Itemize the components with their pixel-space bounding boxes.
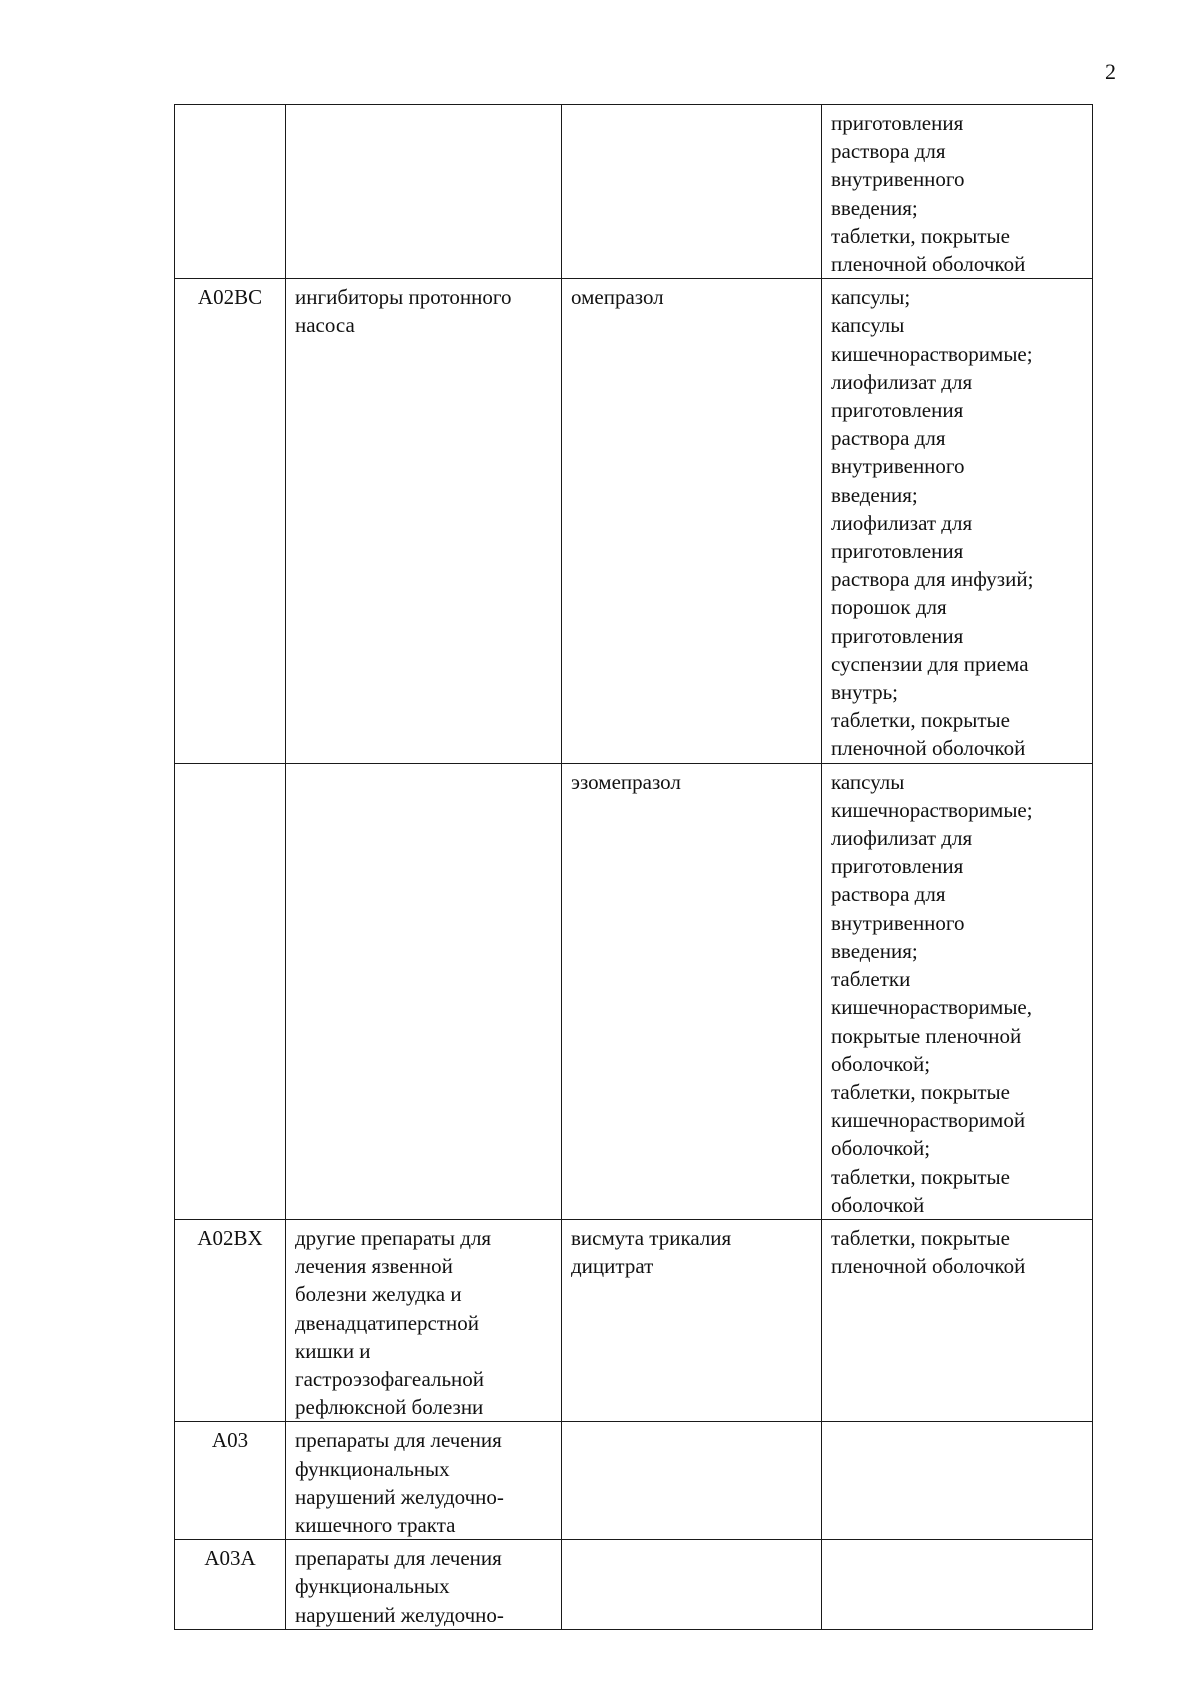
atc-code: A02BX (197, 1225, 263, 1250)
atc-code-cell (175, 105, 286, 279)
dosage-forms: таблетки, покрытые пленочной оболочкой (831, 1225, 1026, 1279)
atc-code-cell (175, 1422, 286, 1540)
table-row (175, 1219, 1093, 1421)
table-row (175, 763, 1093, 1219)
atc-code: A03A (204, 1546, 256, 1571)
dosage-form-cell (822, 1219, 1093, 1421)
dosage-form-cell (822, 763, 1093, 1219)
dosage-forms: капсулы кишечнорастворимые; лиофилизат для приготовления раствора для внутривенного введения; таблетки кишечнорастворимые, покрытые пленочной оболочкой; таблетки, покрытые кишечнорастворимой оболочкой; таблетки, покрытые оболочкой (831, 769, 1033, 1217)
table-row (175, 1422, 1093, 1540)
substance-cell (562, 763, 822, 1219)
substance-name: эзомепразол (571, 769, 681, 794)
dosage-form-cell (822, 1422, 1093, 1540)
substance-name: висмута трикалия дицитрат (571, 1225, 732, 1279)
group-name: ингибиторы протонного насоса (295, 285, 512, 338)
atc-code-cell (175, 763, 286, 1219)
dosage-form-cell (822, 1540, 1093, 1630)
atc-code-cell (175, 279, 286, 763)
atc-code-cell (175, 1540, 286, 1630)
page-number: 2 (1105, 59, 1116, 84)
group-cell (286, 763, 562, 1219)
group-cell (286, 1422, 562, 1540)
group-cell (286, 1540, 562, 1630)
group-name: препараты для лечения функциональных нарушений желудочно- кишечного тракта (295, 1428, 504, 1537)
table-row (175, 105, 1093, 279)
substance-cell (562, 1219, 822, 1421)
substance-cell (562, 279, 822, 763)
group-cell (286, 1219, 562, 1421)
table-row (175, 1540, 1093, 1630)
group-name: другие препараты для лечения язвенной болезни желудка и двенадцатиперстной кишки и гастроэзофагеальной рефлюксной болезни (295, 1225, 492, 1420)
atc-code: A03 (211, 1428, 249, 1453)
dosage-forms: капсулы; капсулы кишечнорастворимые; лиофилизат для приготовления раствора для внутривенного введения; лиофилизат для приготовления раствора для инфузий; порошок для приготовления суспензии для приема внутрь; таблетки, покрытые пленочной оболочкой (831, 285, 1034, 761)
substance-cell (562, 105, 822, 279)
dosage-forms: приготовления раствора для внутривенного введения; таблетки, покрытые пленочной оболочкой (831, 111, 1026, 277)
substance-cell (562, 1422, 822, 1540)
substance-cell (562, 1540, 822, 1630)
group-name: препараты для лечения функциональных нарушений желудочно- (295, 1546, 504, 1627)
dosage-form-cell (822, 279, 1093, 763)
dosage-form-cell (822, 105, 1093, 279)
group-cell (286, 279, 562, 763)
table-row (175, 279, 1093, 763)
atc-code-cell (175, 1219, 286, 1421)
substance-name: омепразол (571, 285, 664, 310)
atc-code: A02BC (197, 285, 263, 310)
group-cell (286, 105, 562, 279)
drug-classification-table (174, 104, 1093, 1630)
